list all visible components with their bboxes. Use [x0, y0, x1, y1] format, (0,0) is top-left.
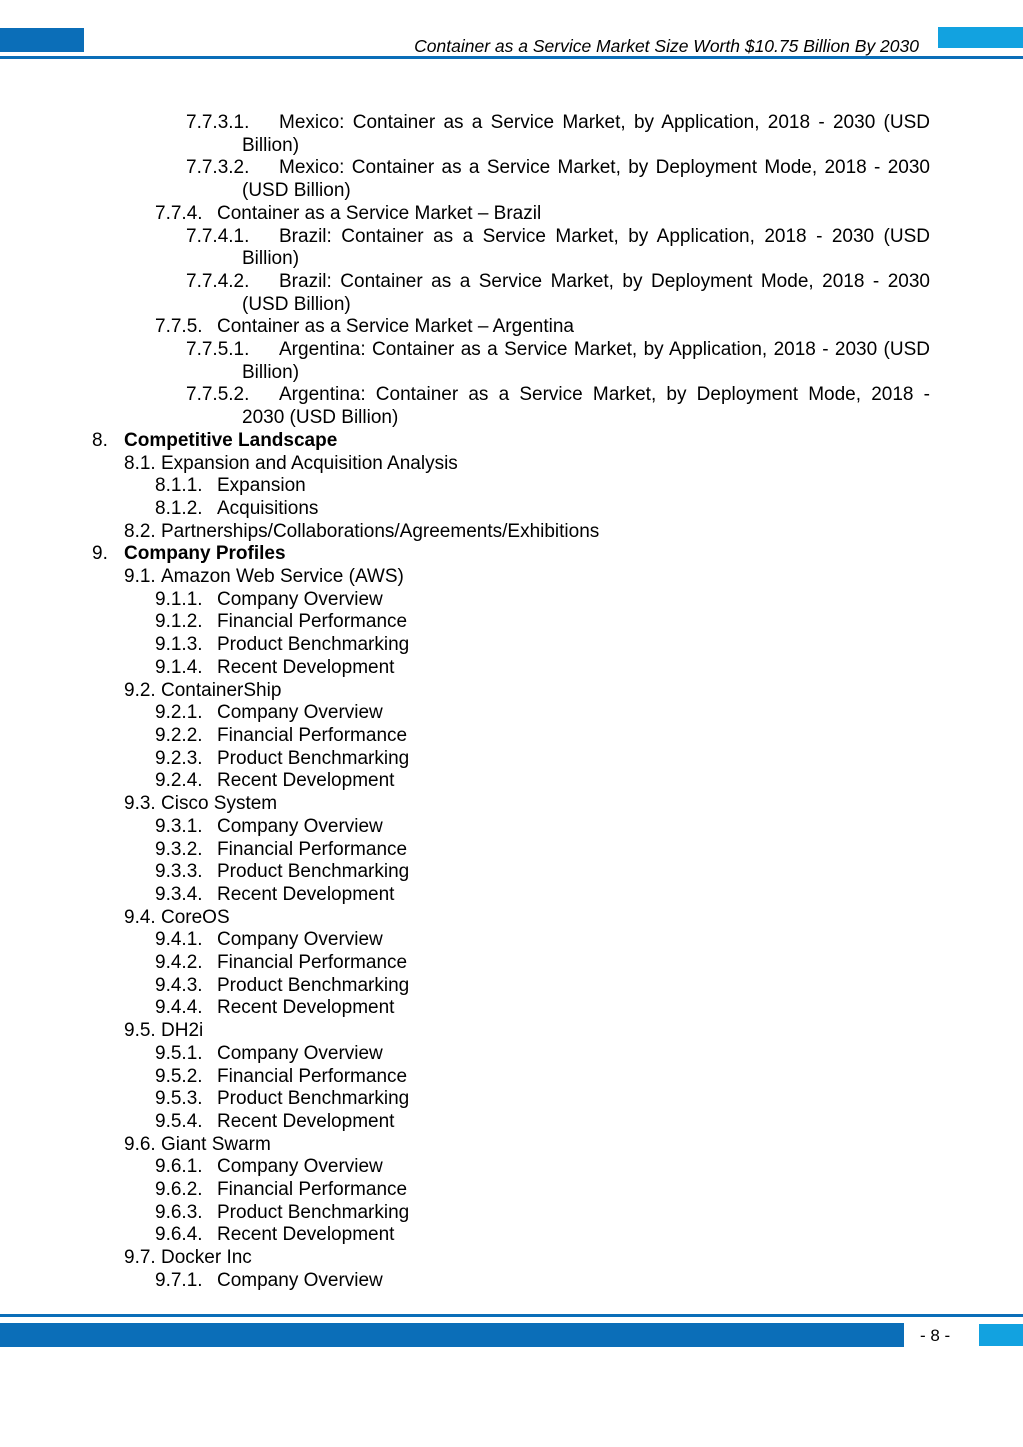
toc-entry	[0, 861, 1023, 884]
toc-entry-text-continued: Billion)	[242, 134, 300, 156]
footer-rule	[0, 1314, 1023, 1317]
toc-entry-text-continued: 2030 (USD Billion)	[242, 407, 399, 429]
toc-entry-text: Product Benchmarking	[217, 747, 410, 769]
toc-entry-number: 9.3.4.	[155, 883, 203, 905]
toc-entry	[0, 1202, 1023, 1225]
toc-entry	[0, 884, 1023, 907]
toc-entry	[0, 589, 1023, 612]
toc-entry-number: 8.	[92, 429, 108, 451]
toc-entry-number: 7.7.4.2.	[186, 270, 250, 292]
toc-entry-number: 7.7.5.2.	[186, 384, 250, 406]
toc-entry	[0, 543, 1023, 566]
toc-entry-text: Recent Development	[217, 997, 395, 1019]
toc-entry-number: 8.2.	[124, 520, 156, 542]
toc-entry	[0, 1066, 1023, 1089]
toc-entry	[0, 725, 1023, 748]
toc-entry-text: Docker Inc	[161, 1247, 252, 1269]
toc-entry-number: 9.7.1.	[155, 1269, 203, 1291]
toc-entry-number: 9.4.	[124, 906, 156, 928]
toc-entry	[0, 816, 1023, 839]
toc-entry	[0, 929, 1023, 952]
toc-entry	[0, 1134, 1023, 1157]
toc-entry	[0, 316, 1023, 339]
toc-entry-text-continued: (USD Billion)	[242, 293, 351, 315]
toc-entry-number: 9.3.3.	[155, 861, 203, 883]
table-of-contents	[0, 112, 1023, 1293]
toc-entry-text: Product Benchmarking	[217, 634, 410, 656]
toc-entry-text: Financial Performance	[217, 611, 408, 633]
toc-entry-text: Product Benchmarking	[217, 861, 410, 883]
toc-entry	[0, 1224, 1023, 1247]
toc-entry-number: 9.4.2.	[155, 952, 203, 974]
toc-entry	[0, 748, 1023, 771]
toc-entry-text: Giant Swarm	[161, 1133, 271, 1155]
toc-entry	[0, 112, 1023, 157]
toc-entry	[0, 1020, 1023, 1043]
toc-entry-text: Company Overview	[217, 815, 383, 837]
toc-entry	[0, 634, 1023, 657]
toc-entry-text: Company Overview	[217, 929, 383, 951]
toc-entry-text: Company Profiles	[124, 543, 286, 565]
toc-entry-text: Competitive Landscape	[124, 429, 338, 451]
toc-entry	[0, 1156, 1023, 1179]
toc-entry-number: 9.3.2.	[155, 838, 203, 860]
toc-entry-number: 9.1.4.	[155, 656, 203, 678]
toc-entry-text: Product Benchmarking	[217, 974, 410, 996]
header-title: Container as a Service Market Size Worth $10.75 Billion By 2030	[414, 36, 919, 56]
toc-entry-number: 9.5.3.	[155, 1088, 203, 1110]
header-rule	[0, 56, 1023, 59]
toc-entry-number: 9.5.1.	[155, 1042, 203, 1064]
toc-entry-number: 9.1.	[124, 566, 156, 588]
toc-entry-number: 9.2.3.	[155, 747, 203, 769]
toc-entry	[0, 770, 1023, 793]
toc-entry	[0, 680, 1023, 703]
toc-entry-text: Argentina: Container as a Service Market, by Deployment Mode, 2018 -	[279, 384, 930, 406]
toc-entry-number: 9.5.2.	[155, 1065, 203, 1087]
toc-entry-text: Recent Development	[217, 883, 395, 905]
toc-entry-number: 9.6.4.	[155, 1224, 203, 1246]
toc-entry-text: Argentina: Container as a Service Market, by Application, 2018 - 2030 (USD	[279, 339, 930, 361]
toc-entry-text: Expansion and Acquisition Analysis	[161, 452, 458, 474]
page-number: - 8 -	[920, 1326, 951, 1345]
toc-entry-number: 8.1.2.	[155, 497, 203, 519]
toc-entry-number: 9.6.	[124, 1133, 156, 1155]
toc-entry-number: 9.4.3.	[155, 974, 203, 996]
toc-entry-text: Amazon Web Service (AWS)	[161, 566, 404, 588]
toc-entry-number: 9.3.	[124, 793, 156, 815]
toc-entry	[0, 203, 1023, 226]
toc-entry	[0, 793, 1023, 816]
toc-entry-number: 9.5.	[124, 1020, 156, 1042]
toc-entry	[0, 907, 1023, 930]
toc-entry-text: Cisco System	[161, 793, 278, 815]
toc-entry-text-continued: (USD Billion)	[242, 180, 351, 202]
toc-entry	[0, 566, 1023, 589]
toc-entry-text: CoreOS	[161, 906, 230, 928]
toc-entry	[0, 1270, 1023, 1293]
toc-entry-text: Company Overview	[217, 588, 383, 610]
toc-entry-number: 7.7.5.1.	[186, 339, 250, 361]
toc-entry	[0, 339, 1023, 384]
toc-entry-number: 7.7.5.	[155, 316, 203, 338]
header-accent-bar-left	[0, 28, 84, 52]
toc-entry	[0, 1247, 1023, 1270]
toc-entry-number: 9.2.	[124, 679, 156, 701]
toc-entry-text: Partnerships/Collaborations/Agreements/Exhibitions	[161, 520, 600, 542]
toc-entry-number: 9.	[92, 543, 108, 565]
toc-entry-text: Recent Development	[217, 1110, 395, 1132]
toc-entry	[0, 1179, 1023, 1202]
toc-entry-text: Mexico: Container as a Service Market, by Application, 2018 - 2030 (USD	[279, 112, 930, 133]
toc-entry-text: Brazil: Container as a Service Market, by Application, 2018 - 2030 (USD	[279, 225, 930, 247]
toc-entry-number: 9.2.4.	[155, 770, 203, 792]
toc-entry-number: 7.7.3.2.	[186, 157, 250, 179]
toc-entry-number: 9.2.1.	[155, 702, 203, 724]
toc-entry-number: 9.1.2.	[155, 611, 203, 633]
toc-entry-number: 7.7.3.1.	[186, 112, 250, 133]
toc-entry-number: 9.6.3.	[155, 1201, 203, 1223]
toc-entry-text: Container as a Service Market – Brazil	[217, 202, 542, 224]
toc-entry-text: Financial Performance	[217, 838, 408, 860]
toc-entry-text: Acquisitions	[217, 497, 319, 519]
toc-entry-text: Company Overview	[217, 1042, 383, 1064]
toc-entry	[0, 226, 1023, 271]
toc-entry-number: 7.7.4.1.	[186, 225, 250, 247]
toc-entry-text: Company Overview	[217, 702, 383, 724]
toc-entry-number: 9.4.1.	[155, 929, 203, 951]
toc-entry-text-continued: Billion)	[242, 361, 300, 383]
toc-entry-number: 9.6.1.	[155, 1156, 203, 1178]
toc-entry	[0, 611, 1023, 634]
toc-entry-text: Recent Development	[217, 1224, 395, 1246]
toc-entry-text: Container as a Service Market – Argentina	[217, 316, 574, 338]
toc-entry	[0, 1111, 1023, 1134]
toc-entry	[0, 271, 1023, 316]
footer-accent-bar-right	[979, 1324, 1023, 1346]
toc-entry-text: Expansion	[217, 475, 306, 497]
toc-entry-number: 8.1.	[124, 452, 156, 474]
toc-entry	[0, 839, 1023, 862]
toc-entry-text: Company Overview	[217, 1269, 383, 1291]
toc-entry-text: DH2i	[161, 1020, 204, 1042]
toc-entry-number: 9.4.4.	[155, 997, 203, 1019]
toc-entry-text: Mexico: Container as a Service Market, by Deployment Mode, 2018 - 2030	[279, 157, 930, 179]
toc-entry-text: Company Overview	[217, 1156, 383, 1178]
toc-entry	[0, 475, 1023, 498]
toc-entry	[0, 521, 1023, 544]
toc-entry-text: Product Benchmarking	[217, 1201, 410, 1223]
toc-entry	[0, 997, 1023, 1020]
toc-entry-number: 8.1.1.	[155, 475, 203, 497]
toc-entry	[0, 1088, 1023, 1111]
toc-entry-text: Brazil: Container as a Service Market, by Deployment Mode, 2018 - 2030	[279, 270, 930, 292]
toc-entry	[0, 975, 1023, 998]
toc-entry-text: Financial Performance	[217, 724, 408, 746]
toc-entry	[0, 1043, 1023, 1066]
toc-entry	[0, 430, 1023, 453]
toc-entry	[0, 952, 1023, 975]
toc-entry-number: 9.7.	[124, 1247, 156, 1269]
header-accent-bar-right	[938, 27, 1023, 48]
toc-entry-text-continued: Billion)	[242, 248, 300, 270]
toc-entry-text: Recent Development	[217, 656, 395, 678]
toc-entry-text: Product Benchmarking	[217, 1088, 410, 1110]
toc-entry-number: 9.1.3.	[155, 634, 203, 656]
toc-entry	[0, 702, 1023, 725]
toc-entry-text: ContainerShip	[161, 679, 282, 701]
toc-entry	[0, 157, 1023, 202]
toc-entry-text: Financial Performance	[217, 1179, 408, 1201]
toc-entry-text: Financial Performance	[217, 952, 408, 974]
toc-entry-number: 7.7.4.	[155, 202, 203, 224]
toc-entry-text: Financial Performance	[217, 1065, 408, 1087]
toc-entry	[0, 384, 1023, 429]
toc-entry	[0, 498, 1023, 521]
toc-entry	[0, 657, 1023, 680]
toc-entry-number: 9.5.4.	[155, 1110, 203, 1132]
toc-entry-number: 9.3.1.	[155, 815, 203, 837]
toc-entry-number: 9.6.2.	[155, 1179, 203, 1201]
toc-entry	[0, 453, 1023, 476]
footer-accent-bar	[0, 1323, 904, 1347]
toc-entry-text: Recent Development	[217, 770, 395, 792]
toc-entry-number: 9.2.2.	[155, 724, 203, 746]
toc-entry-number: 9.1.1.	[155, 588, 203, 610]
